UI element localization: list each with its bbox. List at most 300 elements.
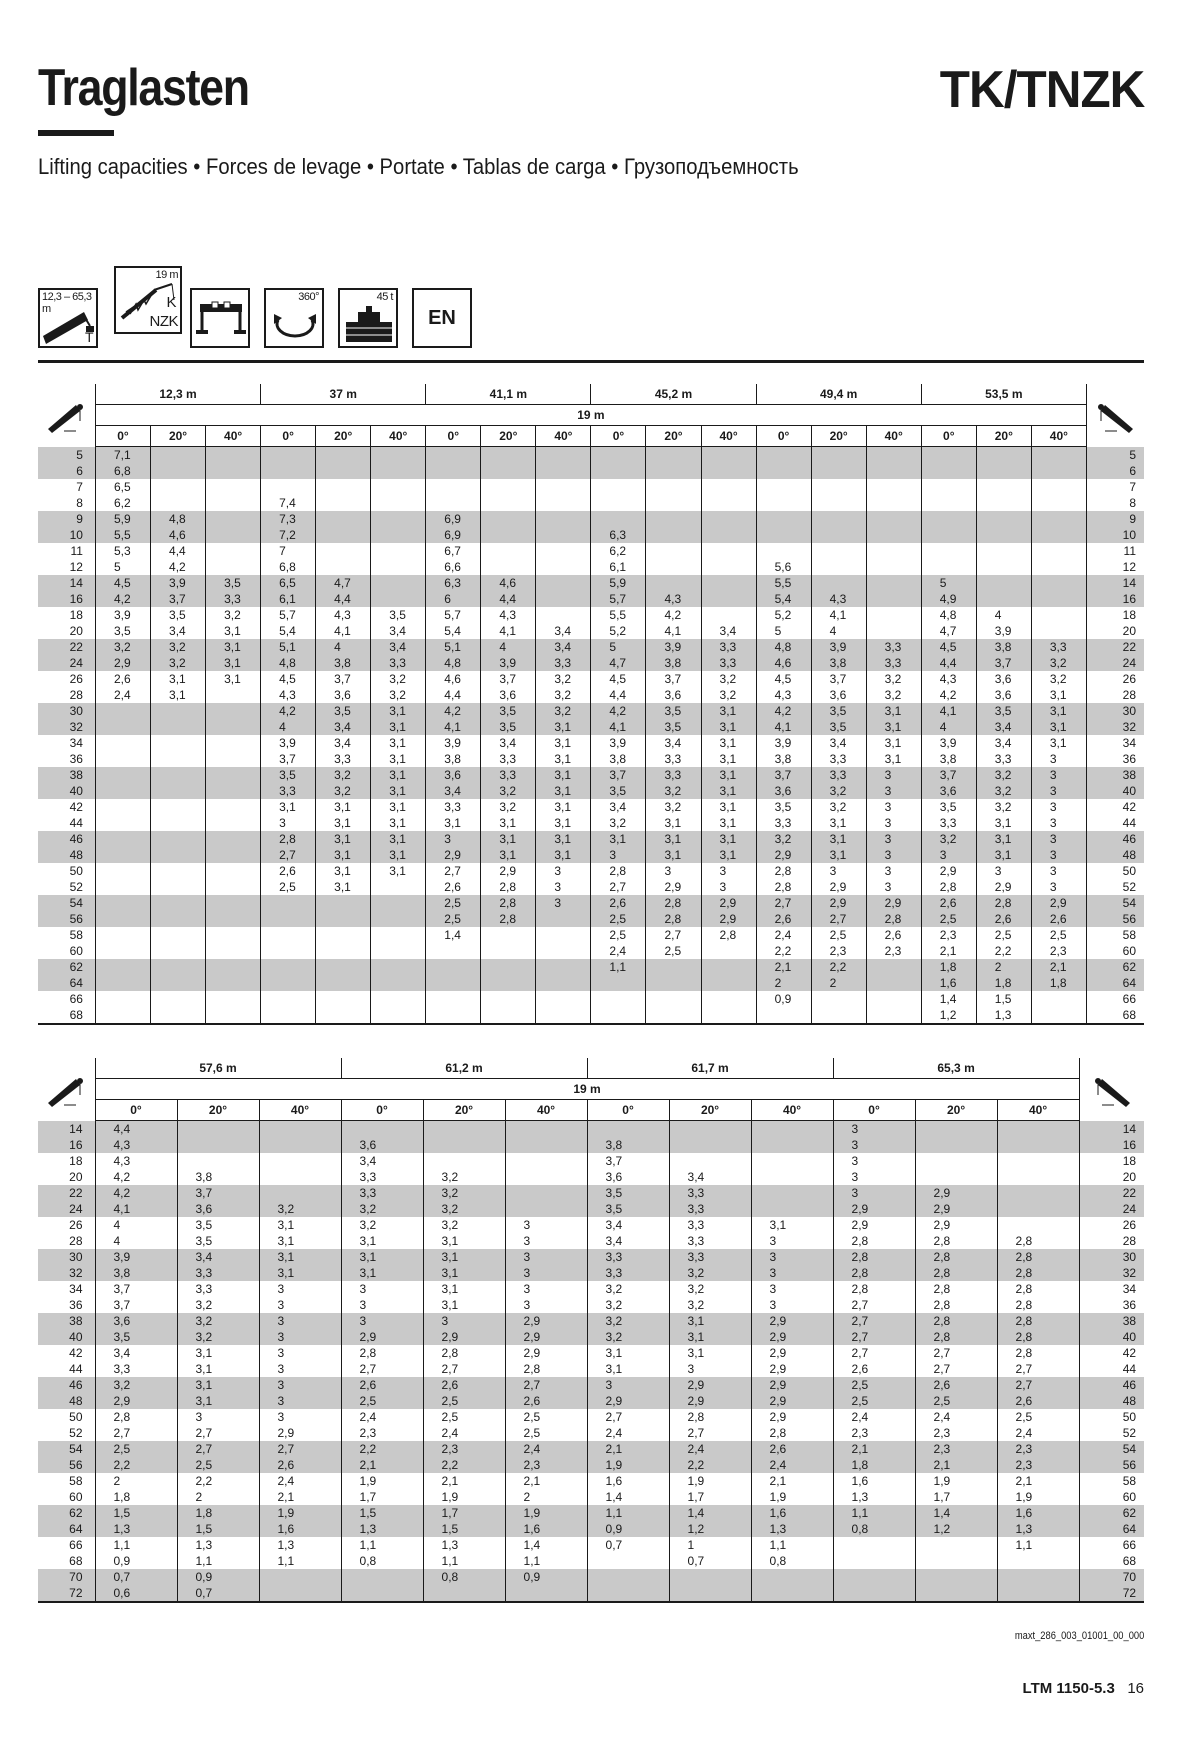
capacity-value	[169, 703, 205, 719]
capacity-cell	[505, 1473, 587, 1505]
capacity-value: 3,9	[774, 736, 792, 750]
capacity-value: 2,8	[851, 1282, 869, 1296]
capacity-value: 2,8	[933, 1330, 951, 1344]
capacity-value: 6,6	[444, 560, 461, 574]
capacity-value	[688, 1153, 751, 1169]
capacity-value: 2,6	[851, 1362, 869, 1376]
capacity-value: 3,1	[389, 704, 406, 718]
capacity-value	[499, 447, 535, 463]
capacity-value: 3,1	[1049, 688, 1067, 702]
capacity-cell	[866, 799, 921, 831]
capacity-cell	[997, 1281, 1079, 1313]
capacity-cell	[95, 1473, 177, 1505]
capacity-value	[720, 943, 756, 959]
capacity-value	[775, 527, 811, 543]
capacity-value: 4	[939, 720, 947, 734]
radius-value: 5	[1129, 447, 1136, 462]
capacity-value: 2,7	[851, 1314, 869, 1328]
capacity-cell	[921, 543, 976, 575]
angle-header: 40°	[997, 1100, 1079, 1121]
capacity-value: 3,4	[719, 624, 737, 638]
capacity-cell	[316, 639, 371, 671]
capacity-value: 2,7	[851, 1330, 869, 1344]
capacity-value	[114, 943, 150, 959]
radius-value: 12	[69, 560, 83, 574]
capacity-value: 3,1	[277, 1250, 295, 1264]
capacity-value	[609, 495, 645, 511]
capacity-cell	[587, 1377, 669, 1409]
radius-value: 56	[1122, 1458, 1137, 1472]
capacity-value: 6,9	[444, 512, 461, 526]
capacity-value: 2,6	[359, 1378, 377, 1392]
capacity-value	[664, 543, 700, 559]
radius-cell	[1086, 959, 1144, 991]
capacity-value	[934, 1569, 997, 1585]
capacity-value: 2,8	[113, 1410, 131, 1424]
capacity-value: 7,3	[279, 512, 296, 526]
capacity-value: 3,4	[994, 736, 1012, 750]
capacity-cell	[811, 831, 866, 863]
capacity-cell	[587, 1217, 669, 1249]
radius-value: 60	[1122, 1490, 1137, 1504]
capacity-cell	[423, 1377, 505, 1409]
capacity-cell	[646, 479, 701, 511]
capacity-value	[169, 783, 205, 799]
capacity-value: 1,9	[933, 1474, 951, 1488]
capacity-cell	[921, 959, 976, 991]
capacity-value	[114, 911, 150, 927]
capacity-value	[554, 1007, 590, 1023]
capacity-value	[940, 559, 976, 575]
capacity-value	[360, 1569, 423, 1585]
capacity-value	[169, 463, 205, 479]
capacity-value	[224, 847, 260, 863]
capacity-value	[1050, 1007, 1086, 1023]
capacity-value: 3,3	[359, 1186, 377, 1200]
capacity-value	[775, 1007, 811, 1023]
capacity-value: 2,7	[1015, 1378, 1033, 1392]
radius-value: 64	[69, 1522, 83, 1536]
capacity-value: 3	[277, 1410, 285, 1424]
capacity-value	[224, 559, 260, 575]
capacity-value	[775, 495, 811, 511]
capacity-value	[554, 991, 590, 1007]
capacity-cell	[261, 671, 316, 703]
capacity-value: 3,4	[605, 1234, 623, 1248]
capacity-cell	[206, 543, 261, 575]
capacity-cell	[976, 447, 1031, 480]
capacity-value: 2,2	[113, 1458, 131, 1472]
capacity-value: 3,3	[1049, 640, 1067, 654]
capacity-cell	[259, 1249, 341, 1281]
capacity-value: 3,1	[389, 768, 406, 782]
capacity-value: 4,8	[939, 608, 957, 622]
radius-cell	[38, 607, 95, 639]
capacity-cell	[915, 1409, 997, 1441]
capacity-cell	[591, 607, 646, 639]
capacity-value: 3,3	[829, 768, 847, 782]
capacity-value: 3,8	[113, 1266, 131, 1280]
capacity-value: 5,1	[279, 640, 296, 654]
capacity-value: 3,1	[389, 848, 406, 862]
capacity-value: 3,8	[994, 640, 1012, 654]
capacity-cell	[95, 1409, 177, 1441]
capacity-value: 3,5	[829, 704, 847, 718]
capacity-value	[852, 1537, 915, 1553]
capacity-value	[830, 463, 866, 479]
capacity-value: 4,3	[279, 688, 296, 702]
capacity-value: 2,4	[769, 1458, 787, 1472]
capacity-cell	[371, 511, 426, 543]
boom-length-header: 61,2 m	[341, 1058, 587, 1079]
capacity-value: 3,9	[499, 656, 516, 670]
capacity-cell	[701, 639, 756, 671]
capacity-value	[442, 1121, 505, 1137]
capacity-value: 3,8	[444, 752, 461, 766]
capacity-value	[169, 815, 205, 831]
capacity-value: 3,6	[444, 768, 461, 782]
capacity-value	[389, 495, 425, 511]
capacity-cell	[536, 991, 591, 1024]
capacity-cell	[316, 895, 371, 927]
capacity-cell	[151, 447, 206, 480]
capacity-value	[169, 879, 205, 895]
capacity-value	[934, 1137, 997, 1153]
capacity-value	[1050, 479, 1086, 495]
capacity-value: 2,4	[359, 1410, 377, 1424]
capacity-cell	[95, 767, 150, 799]
capacity-cell	[751, 1217, 833, 1249]
capacity-value	[224, 751, 260, 767]
radius-value: 22	[1122, 640, 1136, 654]
capacity-cell	[997, 1569, 1079, 1602]
radius-value: 66	[69, 992, 83, 1006]
capacity-value	[830, 559, 866, 575]
capacity-value	[885, 591, 921, 607]
capacity-cell	[1031, 703, 1086, 735]
capacity-cell	[261, 767, 316, 799]
radius-value: 24	[69, 656, 83, 670]
capacity-value: 2,7	[1015, 1362, 1033, 1376]
capacity-cell	[811, 703, 866, 735]
capacity-value: 3,1	[359, 1234, 377, 1248]
capacity-value: 6,7	[444, 544, 461, 558]
capacity-value	[885, 479, 921, 495]
capacity-value	[554, 447, 590, 463]
capacity-cell	[206, 799, 261, 831]
capacity-value: 3,4	[195, 1250, 213, 1264]
capacity-cell	[95, 863, 150, 895]
capacity-value	[169, 495, 205, 511]
capacity-value	[389, 511, 425, 527]
radius-value: 62	[69, 1506, 83, 1520]
capacity-value	[442, 1153, 505, 1169]
capacity-value: 3,1	[277, 1218, 295, 1232]
capacity-value: 3,9	[113, 1250, 131, 1264]
capacity-value: 1,1	[523, 1554, 541, 1568]
capacity-value	[995, 479, 1031, 495]
capacity-value: 3	[884, 784, 892, 798]
capacity-cell	[206, 479, 261, 511]
capacity-cell	[587, 1313, 669, 1345]
capacity-cell	[536, 543, 591, 575]
capacity-value	[940, 495, 976, 511]
capacity-cell	[151, 735, 206, 767]
capacity-value: 3,3	[774, 816, 792, 830]
radius-value: 36	[1122, 752, 1136, 766]
capacity-value: 3,1	[334, 816, 351, 830]
radius-value: 30	[1122, 1250, 1137, 1264]
capacity-value	[444, 943, 480, 959]
capacity-value: 2,5	[279, 880, 296, 894]
capacity-cell	[646, 799, 701, 831]
radius-value: 28	[69, 1234, 83, 1248]
capacity-value	[554, 479, 590, 495]
capacity-cell	[587, 1441, 669, 1473]
capacity-value: 4,1	[609, 720, 627, 734]
capacity-cell	[811, 671, 866, 703]
capacity-value: 2,5	[444, 896, 461, 910]
capacity-value	[196, 1121, 259, 1137]
capacity-value: 2,6	[279, 864, 296, 878]
capacity-value: 3,8	[939, 752, 957, 766]
capacity-cell	[997, 1217, 1079, 1249]
radius-value: 26	[1122, 672, 1136, 686]
capacity-value: 1,3	[359, 1522, 377, 1536]
capacity-value	[885, 1007, 921, 1023]
capacity-value: 4	[113, 1234, 121, 1248]
radius-value: 62	[1122, 1506, 1137, 1520]
capacity-value: 1,5	[994, 992, 1012, 1006]
capacity-value	[554, 927, 590, 943]
capacity-cell	[921, 511, 976, 543]
capacity-value	[775, 447, 811, 463]
capacity-value: 3,1	[1049, 704, 1067, 718]
capacity-value: 1,8	[939, 960, 957, 974]
capacity-value: 3,4	[334, 736, 351, 750]
capacity-value: 2,5	[609, 928, 627, 942]
capacity-value: 1,3	[769, 1522, 787, 1536]
capacity-value: 2,9	[687, 1378, 705, 1392]
capacity-value: 5,4	[279, 624, 296, 638]
capacity-value: 2,9	[769, 1394, 787, 1408]
capacity-value: 3,2	[554, 704, 572, 718]
capacity-value: 3,3	[389, 656, 406, 670]
capacity-value: 3,1	[224, 672, 241, 686]
radius-value: 58	[1122, 1474, 1137, 1488]
capacity-value: 2,6	[441, 1378, 459, 1392]
capacity-value: 2,8	[499, 896, 516, 910]
capacity-value: 3	[277, 1346, 285, 1360]
capacity-value: 3,2	[113, 640, 131, 654]
capacity-cell	[751, 1121, 833, 1154]
capacity-value: 3,2	[499, 784, 516, 798]
angle-header: 20°	[811, 426, 866, 447]
radius-value: 42	[69, 1346, 83, 1360]
capacity-value: 1,5	[359, 1506, 377, 1520]
capacity-cell	[669, 1121, 751, 1154]
capacity-value	[499, 495, 535, 511]
capacity-cell	[921, 927, 976, 959]
capacity-value	[770, 1137, 833, 1153]
radius-value: 16	[1122, 592, 1136, 606]
radius-value: 38	[1122, 768, 1136, 782]
capacity-cell	[811, 479, 866, 511]
capacity-value	[224, 527, 260, 543]
capacity-value: 4,4	[334, 592, 351, 606]
capacity-value: 3,7	[939, 768, 957, 782]
radius-value: 70	[69, 1570, 83, 1584]
capacity-value	[554, 511, 590, 527]
capacity-value: 3	[277, 1362, 285, 1376]
capacity-value: 2,8	[939, 880, 957, 894]
capacity-value: 3,1	[884, 752, 902, 766]
capacity-value: 3,8	[605, 1138, 623, 1152]
capacity-value: 3,5	[195, 1234, 213, 1248]
capacity-cell	[536, 511, 591, 543]
capacity-value	[334, 527, 370, 543]
capacity-value: 3,5	[499, 704, 516, 718]
capacity-value: 5,7	[444, 608, 461, 622]
capacity-value	[995, 463, 1031, 479]
capacity-value	[554, 591, 590, 607]
capacity-value: 3,2	[441, 1186, 459, 1200]
capacity-value	[444, 991, 480, 1007]
capacity-value	[169, 911, 205, 927]
capacity-value: 3,2	[169, 656, 186, 670]
capacity-value: 1,2	[933, 1522, 951, 1536]
capacity-value: 3,2	[687, 1266, 705, 1280]
capacity-value: 2,7	[933, 1346, 951, 1360]
capacity-value	[885, 511, 921, 527]
capacity-value	[664, 447, 700, 463]
capacity-value: 3	[939, 848, 947, 862]
capacity-value: 1,9	[277, 1506, 295, 1520]
capacity-value: 3,5	[994, 704, 1012, 718]
capacity-value: 2,3	[933, 1442, 951, 1456]
capacity-value	[830, 575, 866, 591]
capacity-value: 2,4	[113, 688, 131, 702]
capacity-value	[389, 943, 425, 959]
radius-cell	[1079, 1313, 1144, 1345]
angle-header: 0°	[95, 1100, 177, 1121]
capacity-value: 3	[523, 1266, 531, 1280]
slewing-360-icon: 360°	[264, 288, 324, 348]
radius-value: 34	[69, 1282, 83, 1296]
capacity-cell	[206, 703, 261, 735]
capacity-value	[169, 719, 205, 735]
capacity-cell	[206, 991, 261, 1024]
capacity-value: 2,9	[939, 864, 957, 878]
capacity-value	[114, 879, 150, 895]
capacity-value	[554, 543, 590, 559]
capacity-value: 2,1	[1049, 960, 1067, 974]
capacity-cell	[261, 511, 316, 543]
capacity-value	[940, 479, 976, 495]
capacity-cell	[316, 831, 371, 863]
capacity-cell	[426, 671, 481, 703]
capacity-cell	[646, 895, 701, 927]
capacity-value	[224, 815, 260, 831]
capacity-value: 2,6	[523, 1394, 541, 1408]
radius-cell	[1079, 1409, 1144, 1441]
capacity-cell	[426, 831, 481, 863]
capacity-value: 3,3	[994, 752, 1012, 766]
capacity-value: 4	[499, 640, 506, 654]
capacity-value: 2,4	[774, 928, 792, 942]
capacity-value	[934, 1169, 997, 1185]
capacity-cell	[756, 703, 811, 735]
capacity-value: 3,6	[994, 688, 1012, 702]
capacity-cell	[701, 959, 756, 991]
capacity-value	[1016, 1217, 1079, 1233]
capacity-value: 3,2	[195, 1330, 213, 1344]
capacity-value: 3,1	[389, 864, 406, 878]
capacity-cell	[756, 991, 811, 1024]
capacity-value: 3,6	[774, 784, 792, 798]
capacity-value	[444, 447, 480, 463]
radius-value: 44	[69, 1362, 83, 1376]
capacity-value	[995, 591, 1031, 607]
capacity-value: 4,2	[664, 608, 682, 622]
capacity-value: 3	[884, 800, 892, 814]
capacity-value: 2,8	[933, 1234, 951, 1248]
capacity-value	[1050, 991, 1086, 1007]
capacity-cell	[341, 1569, 423, 1602]
capacity-value	[196, 1153, 259, 1169]
capacity-cell	[426, 543, 481, 575]
capacity-cell	[536, 703, 591, 735]
capacity-value	[1016, 1185, 1079, 1201]
capacity-value: 3,1	[441, 1298, 459, 1312]
capacity-cell	[481, 575, 536, 607]
capacity-cell	[206, 831, 261, 863]
capacity-cell	[646, 671, 701, 703]
capacity-value: 3,1	[334, 800, 351, 814]
radius-cell	[38, 1441, 95, 1473]
jib-length-header: 19 m	[95, 1079, 1079, 1100]
capacity-value: 2,1	[774, 960, 792, 974]
table-row	[38, 927, 1144, 959]
radius-cell	[1079, 1185, 1144, 1217]
capacity-value	[830, 1007, 866, 1023]
capacity-value: 4,8	[169, 512, 186, 526]
angle-header: 0°	[591, 426, 646, 447]
capacity-cell	[259, 1217, 341, 1249]
capacity-cell	[423, 1121, 505, 1154]
radius-value: 48	[1122, 848, 1136, 862]
capacity-value: 2,9	[933, 1186, 951, 1200]
capacity-value: 2,9	[769, 1410, 787, 1424]
angle-header: 20°	[423, 1100, 505, 1121]
capacity-value	[720, 991, 756, 1007]
capacity-value	[389, 543, 425, 559]
table-row	[38, 511, 1144, 543]
capacity-cell	[426, 863, 481, 895]
capacity-value	[554, 975, 590, 991]
capacity-cell	[151, 543, 206, 575]
capacity-value: 1,3	[994, 1008, 1012, 1022]
capacity-value	[169, 479, 205, 495]
capacity-value: 4,6	[499, 576, 516, 590]
capacity-value	[278, 1121, 341, 1137]
radius-value: 56	[1122, 912, 1136, 926]
capacity-cell	[316, 607, 371, 639]
capacity-value: 4,1	[939, 704, 957, 718]
capacity-value: 2,6	[277, 1458, 295, 1472]
capacity-value: 2,3	[851, 1426, 869, 1440]
capacity-cell	[1031, 959, 1086, 991]
